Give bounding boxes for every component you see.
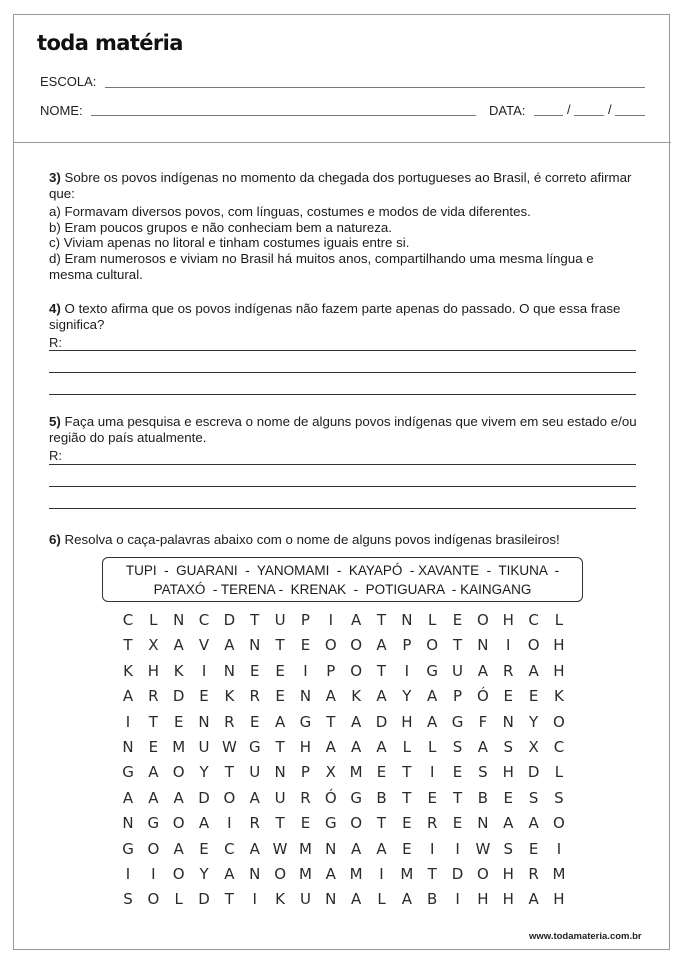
- grid-letter[interactable]: Y: [199, 865, 209, 883]
- grid-letter[interactable]: L: [149, 611, 158, 629]
- grid-letter[interactable]: A: [249, 788, 260, 807]
- grid-letter[interactable]: A: [274, 712, 286, 731]
- grid-letter[interactable]: G: [426, 661, 438, 680]
- grid-letter[interactable]: A: [376, 738, 387, 756]
- grid-letter[interactable]: W: [272, 839, 288, 858]
- grid-letter[interactable]: R: [503, 661, 514, 680]
- grid-letter[interactable]: E: [452, 814, 463, 833]
- word-list-line: PATAXÓ - TERENA - KRENAK - POTIGUARA - KAINGANG: [153, 582, 532, 597]
- grid-letter[interactable]: U: [299, 890, 311, 909]
- grid-letter[interactable]: O: [553, 814, 565, 833]
- grid-letter[interactable]: A: [376, 839, 387, 858]
- grid-letter[interactable]: E: [402, 839, 412, 858]
- grid-letter[interactable]: O: [172, 865, 185, 883]
- grid-letter[interactable]: A: [351, 738, 362, 756]
- question-number: 4): [49, 301, 61, 316]
- grid-letter[interactable]: U: [452, 661, 464, 680]
- grid-letter[interactable]: A: [503, 814, 514, 833]
- grid-letter[interactable]: D: [451, 865, 464, 883]
- date-separator: /: [567, 102, 571, 117]
- grid-letter[interactable]: O: [324, 636, 337, 655]
- grid-letter[interactable]: O: [223, 788, 236, 807]
- grid-letter[interactable]: O: [476, 611, 489, 629]
- grid-letter[interactable]: L: [174, 890, 183, 909]
- grid-letter[interactable]: S: [503, 738, 514, 756]
- grid-letter[interactable]: I: [151, 865, 156, 883]
- grid-letter[interactable]: N: [198, 712, 210, 731]
- grid-letter[interactable]: E: [250, 712, 260, 731]
- question-6: [49, 532, 639, 548]
- grid-letter[interactable]: U: [249, 763, 261, 782]
- grid-letter[interactable]: A: [376, 687, 387, 706]
- grid-letter[interactable]: S: [503, 839, 514, 858]
- grid-letter[interactable]: E: [503, 788, 513, 807]
- question-number: 3): [49, 170, 61, 185]
- grid-letter[interactable]: L: [554, 611, 564, 629]
- grid-letter[interactable]: E: [402, 814, 412, 833]
- grid-letter[interactable]: Ó: [324, 788, 337, 807]
- grid-letter[interactable]: I: [429, 839, 435, 858]
- grid-letter[interactable]: P: [453, 687, 463, 706]
- grid-letter[interactable]: A: [224, 865, 235, 883]
- answer-line[interactable]: [49, 372, 636, 373]
- grid-letter[interactable]: I: [252, 890, 257, 909]
- grid-letter[interactable]: E: [503, 687, 513, 706]
- grid-letter[interactable]: O: [172, 814, 185, 833]
- option-c[interactable]: c) Viviam apenas no litoral e tinham costumes iguais entre si.: [49, 235, 410, 251]
- grid-letter[interactable]: T: [376, 814, 387, 833]
- grid-letter[interactable]: I: [455, 890, 460, 909]
- grid-letter[interactable]: E: [300, 814, 311, 833]
- grid-letter[interactable]: G: [324, 814, 337, 833]
- grid-letter[interactable]: I: [201, 661, 207, 680]
- grid-letter[interactable]: M: [349, 865, 363, 883]
- question-text: Resolva o caça-palavras abaixo com o nome de alguns povos indígenas brasileiros!: [64, 532, 560, 547]
- grid-letter[interactable]: L: [554, 763, 564, 782]
- date-label: DATA:: [489, 103, 526, 118]
- word-list-box: [102, 557, 583, 602]
- grid-letter[interactable]: R: [528, 865, 539, 883]
- grid-letter[interactable]: I: [125, 712, 131, 731]
- date-separator: /: [608, 102, 612, 117]
- answer-line[interactable]: [49, 464, 636, 465]
- grid-letter[interactable]: A: [173, 636, 184, 655]
- grid-letter[interactable]: T: [275, 738, 285, 756]
- grid-letter[interactable]: L: [377, 890, 386, 909]
- grid-letter[interactable]: A: [173, 788, 184, 807]
- worksheet-border: [13, 14, 670, 950]
- answer-line[interactable]: [49, 350, 636, 351]
- grid-letter[interactable]: Ó: [476, 687, 489, 706]
- grid-letter[interactable]: H: [502, 865, 514, 883]
- grid-letter[interactable]: A: [351, 890, 362, 909]
- grid-letter[interactable]: E: [250, 661, 260, 680]
- grid-letter[interactable]: T: [427, 865, 437, 883]
- grid-letter[interactable]: D: [527, 763, 540, 782]
- grid-letter[interactable]: M: [400, 865, 414, 883]
- grid-letter[interactable]: E: [300, 636, 311, 655]
- grid-letter[interactable]: T: [250, 611, 260, 629]
- grid-letter[interactable]: S: [123, 890, 133, 909]
- grid-letter[interactable]: E: [148, 738, 159, 756]
- grid-letter[interactable]: N: [249, 636, 261, 655]
- grid-letter[interactable]: B: [376, 788, 387, 807]
- grid-letter[interactable]: R: [300, 788, 311, 807]
- question-text: Faça uma pesquisa e escreva o nome de alguns povos indígenas que vivem em seu estado e/ou região do país atualmente.: [49, 414, 637, 445]
- grid-letter[interactable]: K: [554, 687, 564, 706]
- grid-letter[interactable]: X: [325, 763, 336, 782]
- grid-letter[interactable]: E: [452, 763, 463, 782]
- question-5: [49, 414, 639, 445]
- grid-letter[interactable]: A: [198, 814, 210, 833]
- grid-letter[interactable]: A: [325, 865, 336, 883]
- grid-letter[interactable]: E: [376, 763, 387, 782]
- grid-letter[interactable]: M: [172, 738, 186, 756]
- grid-letter[interactable]: O: [476, 865, 489, 883]
- grid-letter[interactable]: K: [224, 687, 235, 706]
- grid-letter[interactable]: E: [199, 687, 209, 706]
- grid-letter[interactable]: G: [299, 712, 312, 731]
- school-label: ESCOLA:: [40, 74, 97, 89]
- grid-letter[interactable]: U: [274, 611, 286, 629]
- grid-letter[interactable]: A: [376, 636, 387, 655]
- question-number: 5): [49, 414, 61, 429]
- grid-letter[interactable]: E: [427, 788, 437, 807]
- grid-letter[interactable]: H: [477, 890, 489, 909]
- school-field[interactable]: [105, 87, 645, 88]
- grid-letter[interactable]: T: [376, 661, 387, 680]
- grid-letter[interactable]: O: [147, 890, 160, 909]
- grid-letter[interactable]: A: [325, 687, 336, 706]
- grid-letter[interactable]: G: [451, 712, 464, 731]
- grid-letter[interactable]: E: [275, 687, 285, 706]
- grid-letter[interactable]: I: [328, 611, 334, 629]
- grid-letter[interactable]: G: [122, 763, 134, 782]
- grid-letter[interactable]: K: [173, 661, 184, 680]
- grid-letter[interactable]: O: [172, 763, 185, 782]
- grid-letter[interactable]: Y: [199, 763, 209, 782]
- name-field[interactable]: [91, 115, 476, 116]
- grid-letter[interactable]: G: [350, 788, 362, 807]
- grid-letter[interactable]: O: [426, 636, 439, 655]
- grid-letter[interactable]: Y: [402, 687, 412, 706]
- grid-letter[interactable]: T: [148, 712, 158, 731]
- grid-letter[interactable]: H: [502, 611, 514, 629]
- grid-letter[interactable]: V: [198, 636, 210, 655]
- grid-letter[interactable]: N: [325, 839, 337, 858]
- grid-letter[interactable]: A: [528, 661, 539, 680]
- grid-letter[interactable]: T: [452, 788, 463, 807]
- header-divider: [13, 142, 671, 143]
- grid-letter[interactable]: K: [123, 661, 133, 680]
- grid-letter[interactable]: E: [528, 687, 539, 706]
- grid-letter[interactable]: H: [553, 890, 565, 909]
- grid-letter[interactable]: N: [477, 814, 489, 833]
- grid-letter[interactable]: I: [125, 865, 131, 883]
- date-month-field[interactable]: [574, 115, 604, 116]
- grid-letter[interactable]: T: [123, 636, 133, 655]
- grid-letter[interactable]: A: [351, 712, 362, 731]
- grid-letter[interactable]: R: [249, 687, 260, 706]
- grid-letter[interactable]: T: [224, 763, 234, 782]
- grid-letter[interactable]: R: [148, 687, 159, 706]
- grid-letter[interactable]: H: [502, 763, 514, 782]
- grid-letter[interactable]: R: [249, 814, 260, 833]
- grid-letter[interactable]: H: [553, 661, 565, 680]
- word-list-line: TUPI - GUARANI - YANOMAMI - KAYAPÓ - XAVANTE - TIKUNA -: [125, 563, 560, 578]
- answer-label: R:: [49, 335, 62, 350]
- grid-letter[interactable]: P: [300, 611, 310, 629]
- grid-letter[interactable]: A: [528, 890, 539, 909]
- grid-letter[interactable]: U: [274, 788, 286, 807]
- grid-letter[interactable]: I: [429, 763, 435, 782]
- grid-letter[interactable]: H: [299, 738, 312, 756]
- grid-letter[interactable]: E: [275, 661, 285, 680]
- logo: toda matéria: [37, 31, 183, 55]
- grid-letter[interactable]: C: [224, 839, 235, 858]
- grid-letter[interactable]: A: [427, 712, 438, 731]
- grid-letter[interactable]: X: [528, 738, 539, 756]
- grid-letter[interactable]: T: [275, 814, 285, 833]
- grid-letter[interactable]: M: [349, 763, 363, 782]
- grid-letter[interactable]: I: [379, 865, 384, 883]
- grid-letter[interactable]: S: [528, 788, 539, 807]
- grid-letter[interactable]: N: [173, 611, 185, 629]
- grid-letter[interactable]: N: [223, 661, 235, 680]
- grid-letter[interactable]: Y: [529, 712, 539, 731]
- question-text: O texto afirma que os povos indígenas não fazem parte apenas do passado. O que essa frase significa?: [49, 301, 621, 332]
- grid-letter[interactable]: N: [122, 738, 134, 756]
- grid-letter[interactable]: G: [122, 839, 134, 858]
- grid-letter[interactable]: D: [198, 788, 210, 807]
- grid-letter[interactable]: A: [477, 738, 489, 756]
- grid-letter[interactable]: N: [477, 636, 489, 655]
- grid-letter[interactable]: N: [122, 814, 134, 833]
- grid-letter[interactable]: B: [427, 890, 438, 909]
- grid-letter[interactable]: I: [404, 661, 410, 680]
- grid-letter[interactable]: T: [376, 611, 387, 629]
- answer-line[interactable]: [49, 394, 636, 395]
- grid-letter[interactable]: H: [502, 890, 514, 909]
- grid-letter[interactable]: N: [401, 611, 413, 629]
- grid-letter[interactable]: E: [452, 611, 463, 629]
- grid-letter[interactable]: B: [477, 788, 489, 807]
- option-b[interactable]: b) Eram poucos grupos e não conheciam bem a natureza.: [49, 219, 392, 235]
- grid-letter[interactable]: H: [553, 636, 565, 655]
- grid-letter[interactable]: A: [351, 839, 362, 858]
- grid-letter[interactable]: N: [249, 865, 261, 883]
- grid-letter[interactable]: K: [351, 687, 362, 706]
- grid-letter[interactable]: P: [326, 661, 336, 680]
- grid-letter[interactable]: D: [375, 712, 388, 731]
- grid-letter[interactable]: S: [478, 763, 488, 782]
- grid-letter[interactable]: P: [300, 763, 310, 782]
- grid-letter[interactable]: R: [426, 814, 438, 833]
- grid-letter[interactable]: O: [350, 814, 363, 833]
- grid-letter[interactable]: W: [221, 738, 237, 756]
- grid-letter[interactable]: T: [224, 890, 234, 909]
- grid-letter[interactable]: C: [528, 611, 539, 629]
- grid-letter[interactable]: M: [298, 865, 312, 883]
- name-label: NOME:: [40, 103, 83, 118]
- grid-letter[interactable]: L: [402, 738, 412, 756]
- grid-letter[interactable]: A: [122, 687, 134, 706]
- answer-line[interactable]: [49, 508, 636, 509]
- date-day-field[interactable]: [534, 115, 563, 116]
- grid-letter[interactable]: T: [402, 763, 412, 782]
- grid-letter[interactable]: F: [478, 712, 488, 731]
- grid-letter[interactable]: A: [249, 839, 260, 858]
- grid-letter[interactable]: A: [477, 661, 489, 680]
- grid-letter[interactable]: D: [172, 687, 185, 706]
- question-number: 6): [49, 532, 61, 547]
- grid-letter[interactable]: E: [199, 839, 209, 858]
- answer-label: R:: [49, 448, 62, 463]
- grid-letter[interactable]: A: [173, 839, 184, 858]
- grid-letter[interactable]: M: [298, 839, 312, 858]
- grid-letter[interactable]: O: [553, 712, 565, 731]
- grid-letter[interactable]: A: [528, 814, 539, 833]
- grid-letter[interactable]: R: [224, 712, 235, 731]
- grid-letter[interactable]: K: [275, 890, 286, 909]
- grid-letter[interactable]: S: [554, 788, 564, 807]
- grid-letter[interactable]: I: [506, 636, 511, 655]
- grid-letter[interactable]: D: [198, 890, 210, 909]
- grid-letter[interactable]: S: [452, 738, 463, 756]
- grid-letter[interactable]: N: [274, 763, 286, 782]
- grid-letter[interactable]: U: [198, 738, 210, 756]
- grid-letter[interactable]: A: [325, 738, 336, 756]
- question-4: [49, 301, 639, 332]
- grid-letter[interactable]: M: [552, 865, 566, 883]
- grid-letter[interactable]: I: [227, 814, 232, 833]
- grid-letter[interactable]: O: [274, 865, 286, 883]
- grid-letter[interactable]: A: [148, 763, 159, 782]
- grid-letter[interactable]: O: [350, 636, 363, 655]
- grid-letter[interactable]: O: [350, 661, 363, 680]
- option-a[interactable]: a) Formavam diversos povos, com línguas, costumes e modos de vida diferentes.: [49, 204, 531, 220]
- grid-letter[interactable]: T: [452, 636, 463, 655]
- grid-letter[interactable]: E: [528, 839, 539, 858]
- question-3: [49, 170, 639, 282]
- grid-letter[interactable]: T: [275, 636, 285, 655]
- grid-letter[interactable]: O: [147, 839, 160, 858]
- grid-letter[interactable]: L: [428, 611, 437, 629]
- grid-letter[interactable]: A: [401, 890, 412, 909]
- grid-letter[interactable]: L: [428, 738, 437, 756]
- grid-letter[interactable]: G: [147, 814, 160, 833]
- answer-line[interactable]: [49, 486, 636, 487]
- grid-letter[interactable]: W: [475, 839, 491, 858]
- question-text: Sobre os povos indígenas no momento da chegada dos portugueses ao Brasil, é correto afirmar que:: [49, 170, 632, 201]
- grid-letter[interactable]: H: [401, 712, 413, 731]
- grid-letter[interactable]: T: [326, 712, 336, 731]
- grid-letter[interactable]: P: [402, 636, 412, 655]
- grid-letter[interactable]: A: [148, 788, 159, 807]
- grid-letter[interactable]: I: [303, 661, 308, 680]
- grid-letter[interactable]: D: [223, 611, 236, 629]
- footer-url[interactable]: www.todamateria.com.br: [529, 931, 642, 942]
- grid-letter[interactable]: N: [299, 687, 312, 706]
- grid-letter[interactable]: E: [173, 712, 184, 731]
- option-d[interactable]: d) Eram numerosos e viviam no Brasil há muitos anos, compartilhando uma mesma língua e mesma cultural.: [49, 250, 594, 282]
- grid-letter[interactable]: C: [553, 738, 565, 756]
- grid-letter[interactable]: A: [122, 788, 134, 807]
- grid-letter[interactable]: G: [248, 738, 261, 756]
- grid-letter[interactable]: O: [527, 636, 540, 655]
- grid-letter[interactable]: A: [351, 611, 362, 629]
- grid-letter[interactable]: X: [148, 636, 159, 655]
- grid-letter[interactable]: N: [325, 890, 337, 909]
- grid-letter[interactable]: T: [402, 788, 412, 807]
- date-year-field[interactable]: [615, 115, 645, 116]
- grid-letter[interactable]: I: [556, 839, 562, 858]
- grid-letter[interactable]: A: [224, 636, 235, 655]
- grid-letter[interactable]: C: [122, 611, 134, 629]
- grid-letter[interactable]: C: [198, 611, 210, 629]
- grid-letter[interactable]: I: [455, 839, 460, 858]
- grid-letter[interactable]: H: [147, 661, 159, 680]
- grid-letter[interactable]: N: [502, 712, 514, 731]
- grid-letter[interactable]: A: [427, 687, 438, 706]
